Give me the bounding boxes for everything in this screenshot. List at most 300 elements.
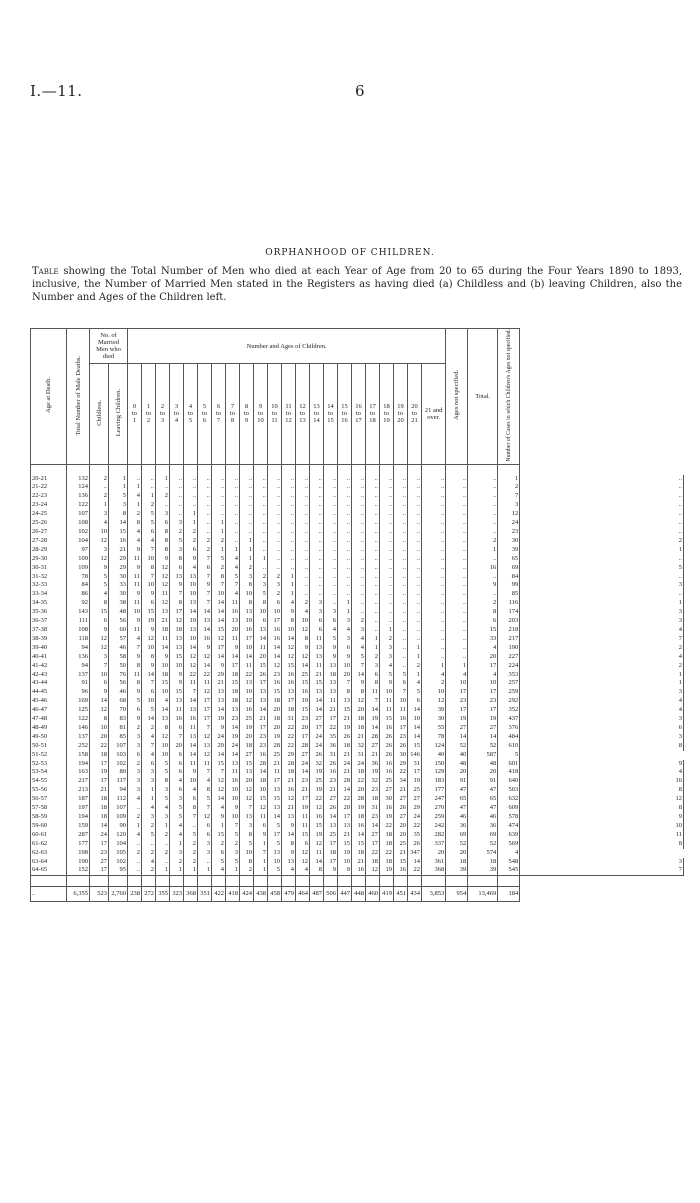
value-cell: 5 [226,573,240,582]
value-cell: 8 [240,858,254,867]
value-cell: 15 [170,688,184,697]
value-cell: 17 [198,715,212,724]
value-cell: 194 [67,813,90,822]
value-cell: .. [446,528,468,537]
value-cell: .. [380,475,394,484]
value-cell: 14 [366,706,380,715]
value-cell: 9 [212,724,226,733]
value-cell: 31 [352,751,366,760]
value-cell: .. [254,519,268,528]
value-cell: 12 [296,653,310,662]
value-cell: 6 [90,679,109,688]
value-cell: 10 [184,581,198,590]
value-cell: 11 [156,590,170,599]
value-cell: 16 [394,715,408,724]
value-cell: 17 [268,617,282,626]
value-cell: 5 [184,831,198,840]
value-cell: 7 [366,697,380,706]
value-cell: 16 [380,804,394,813]
value-cell: 1 [408,653,422,662]
value-cell: 3 [380,653,394,662]
table-row [31,813,684,822]
value-cell: .. [310,528,324,537]
value-cell: .. [394,626,408,635]
table-row [31,679,684,688]
value-cell: 9 [254,831,268,840]
value-cell: .. [254,537,268,546]
value-cell: 9 [170,581,184,590]
value-cell: .. [422,510,446,519]
value-cell: 13 [310,653,324,662]
value-cell: .. [254,483,268,492]
value-cell: 13 [170,697,184,706]
value-cell: .. [338,492,352,501]
value-cell: 13 [184,706,198,715]
value-cell: 14 [310,858,324,867]
value-cell: 14 [184,697,198,706]
value-cell: .. [468,590,498,599]
table-row [31,581,684,590]
value-cell: 5 [170,813,184,822]
value-cell: 8 [338,688,352,697]
value-cell: 39 [498,546,520,555]
value-cell: 17 [468,662,498,671]
value-cell: 152 [67,866,90,875]
value-cell: 146 [408,751,422,760]
value-cell: 8 [170,599,184,608]
value-cell: .. [240,475,254,484]
value-cell: 23 [296,715,310,724]
value-cell: .. [366,546,380,555]
header-child-age: 11 to 12 [282,364,296,465]
value-cell: 129 [422,768,446,777]
value-cell: 15 [338,706,352,715]
value-cell: .. [408,519,422,528]
value-cell: 20 [468,653,498,662]
value-cell: 122 [67,501,90,510]
value-cell: 65 [468,795,498,804]
value-cell: 8 [366,679,380,688]
value-cell: 1 [184,866,198,875]
value-cell: 16 [198,635,212,644]
value-cell: 1 [109,483,128,492]
value-cell: 6 [156,519,170,528]
value-cell: 10 [520,822,684,831]
age-cell: 58-59 [31,813,67,822]
value-cell: 13 [310,688,324,697]
value-cell: .. [394,483,408,492]
value-cell: 20 [240,733,254,742]
value-cell: 6 [198,822,212,831]
value-cell: 3 [170,795,184,804]
value-cell: 3 [366,662,380,671]
page-number: 6 [355,82,365,100]
value-cell: .. [142,475,156,484]
value-cell: 35 [408,831,422,840]
value-cell: 10 [184,777,198,786]
value-cell: 48 [468,760,498,769]
value-cell: .. [394,555,408,564]
value-cell: .. [212,501,226,510]
value-cell: 102 [109,760,128,769]
value-cell: 9 [128,617,142,626]
value-cell: 55 [422,724,446,733]
value-cell: .. [240,483,254,492]
value-cell: 5 [142,519,156,528]
value-cell: 36 [366,760,380,769]
value-cell: .. [296,564,310,573]
value-cell: .. [468,492,498,501]
value-cell: 1 [282,590,296,599]
value-cell: 8 [128,679,142,688]
value-cell: 65 [498,555,520,564]
value-cell: 16 [468,564,498,573]
value-cell: 78 [67,573,90,582]
value-cell: .. [408,537,422,546]
value-cell: 1 [408,671,422,680]
table-caption [32,265,682,304]
value-cell: .. [352,537,366,546]
value-cell: .. [366,510,380,519]
value-cell: .. [422,573,446,582]
value-cell: 91 [468,777,498,786]
value-cell: .. [366,475,380,484]
value-cell: 13 [184,626,198,635]
value-cell: 6 [170,760,184,769]
value-cell: 1 [212,822,226,831]
value-cell: 5 [268,822,282,831]
value-cell: 18 [240,742,254,751]
value-cell: 5 [408,688,422,697]
value-cell: 8 [520,840,684,849]
value-cell: 27 [296,751,310,760]
value-cell: 7 [212,581,226,590]
value-cell: .. [296,590,310,599]
value-cell: .. [380,617,394,626]
value-cell: .. [156,840,170,849]
value-cell: 28 [268,742,282,751]
header-child-age: 9 to 10 [254,364,268,465]
value-cell: 5 [324,635,338,644]
value-cell: 20 [226,626,240,635]
value-cell: 16 [394,866,408,875]
table-row [31,671,684,680]
table-row [31,599,684,608]
age-cell: 31-32 [31,573,67,582]
value-cell: .. [422,492,446,501]
age-cell: 47-48 [31,715,67,724]
value-cell: .. [380,510,394,519]
value-cell: 76 [109,671,128,680]
value-cell: 601 [498,760,520,769]
header-child-age: 15 to 16 [338,364,352,465]
value-cell: 10 [422,688,446,697]
value-cell: 84 [67,581,90,590]
value-cell: 21 [296,786,310,795]
value-cell: 2 [128,510,142,519]
value-cell: .. [422,590,446,599]
value-cell: .. [408,608,422,617]
value-cell: .. [268,564,282,573]
value-cell: 26 [324,760,338,769]
value-cell: 3 [156,813,170,822]
value-cell: 17 [324,715,338,724]
value-cell: 13 [170,644,184,653]
value-cell: 6 [254,617,268,626]
value-cell: 4 [408,679,422,688]
value-cell: .. [380,564,394,573]
value-cell: 1 [254,555,268,564]
value-cell: .. [394,519,408,528]
value-cell: 368 [422,866,446,875]
value-cell: 4 [184,564,198,573]
value-cell: 14 [142,715,156,724]
value-cell: 2 [128,849,142,858]
value-cell: 14 [156,706,170,715]
total-cell: 460 [366,887,380,902]
value-cell: 7 [198,768,212,777]
value-cell: .. [324,573,338,582]
value-cell: 17 [90,840,109,849]
value-cell: 13 [282,813,296,822]
value-cell: .. [268,537,282,546]
value-cell: 10 [90,724,109,733]
value-cell: 2 [184,537,198,546]
value-cell: .. [338,555,352,564]
value-cell: 15 [296,706,310,715]
value-cell: 7 [142,573,156,582]
value-cell: 14 [408,706,422,715]
value-cell: .. [408,546,422,555]
value-cell: 21 [268,760,282,769]
value-cell: 20 [352,786,366,795]
value-cell: 14 [212,706,226,715]
value-cell: 48 [109,608,128,617]
value-cell: 19 [240,724,254,733]
value-cell: 10 [408,715,422,724]
value-cell: 6 [142,528,156,537]
value-cell: .. [240,492,254,501]
value-cell: 474 [498,822,520,831]
value-cell: 6 [170,768,184,777]
value-cell: .. [282,492,296,501]
value-cell: .. [422,617,446,626]
value-cell: 2 [212,840,226,849]
value-cell: 14 [198,608,212,617]
value-cell: 7 [142,679,156,688]
value-cell: 111 [67,617,90,626]
value-cell: 22 [240,671,254,680]
value-cell: 11 [268,768,282,777]
value-cell: .. [366,483,380,492]
value-cell: 1 [520,599,684,608]
value-cell: 376 [498,724,520,733]
value-cell: 7 [338,679,352,688]
value-cell: 57 [109,635,128,644]
value-cell: 14 [212,608,226,617]
value-cell: .. [212,510,226,519]
value-cell: 5 [170,804,184,813]
value-cell: .. [520,555,684,564]
value-cell: 5 [142,510,156,519]
value-cell: 242 [422,822,446,831]
value-cell: .. [226,519,240,528]
value-cell: 14 [226,653,240,662]
value-cell: 26 [394,742,408,751]
value-cell: 13 [324,662,338,671]
value-cell: 20 [268,706,282,715]
value-cell: 5 [268,866,282,875]
value-cell: 3 [142,768,156,777]
value-cell: 15 [352,840,366,849]
value-cell: 6 [468,617,498,626]
header-child-age: 1 to 2 [142,364,156,465]
value-cell: 13 [198,742,212,751]
value-cell: 9 [90,688,109,697]
value-cell: 14 [90,822,109,831]
header-total-male-deaths: Total Number of Male Deaths. [67,329,90,465]
value-cell: .. [268,528,282,537]
value-cell: 2 [184,840,198,849]
value-cell: 9 [90,626,109,635]
value-cell: 14 [324,813,338,822]
value-cell: .. [184,822,198,831]
value-cell: 10 [296,617,310,626]
value-cell: 2 [184,849,198,858]
age-cell: 55-56 [31,786,67,795]
value-cell: 24 [310,733,324,742]
value-cell: 7 [198,804,212,813]
value-cell: 190 [498,644,520,653]
value-cell: .. [324,492,338,501]
value-cell: 9 [128,688,142,697]
value-cell: 10 [142,581,156,590]
value-cell: 16 [268,635,282,644]
table-row [31,644,684,653]
value-cell: 4 [156,697,170,706]
value-cell: .. [352,590,366,599]
value-cell: .. [254,546,268,555]
value-cell: 4 [520,653,684,662]
value-cell: 12 [198,688,212,697]
value-cell: .. [408,483,422,492]
value-cell: 224 [498,662,520,671]
value-cell: .. [254,501,268,510]
value-cell: 17 [394,724,408,733]
value-cell: 4 [498,849,520,858]
value-cell: 70 [109,706,128,715]
value-cell: .. [520,510,684,519]
age-cell: 25-26 [31,519,67,528]
value-cell: 632 [498,795,520,804]
value-cell: .. [254,528,268,537]
value-cell: 3 [128,768,142,777]
value-cell: 5 [90,573,109,582]
value-cell: 13 [324,679,338,688]
value-cell: 12 [310,840,324,849]
value-cell: 21 [282,777,296,786]
value-cell: 10 [268,608,282,617]
value-cell: 16 [170,715,184,724]
value-cell: 13 [212,688,226,697]
value-cell: .. [380,590,394,599]
value-cell: 5 [352,653,366,662]
value-cell: 4 [170,777,184,786]
value-cell: 11 [198,679,212,688]
value-cell: 3 [324,608,338,617]
value-cell: 19 [226,733,240,742]
value-cell: 14 [366,822,380,831]
value-cell: 16 [226,777,240,786]
value-cell: 19 [310,786,324,795]
value-cell: 22 [282,724,296,733]
value-cell: 13 [226,706,240,715]
value-cell: .. [338,483,352,492]
value-cell: 6 [366,671,380,680]
value-cell: 5 [90,581,109,590]
value-cell: 47 [446,786,468,795]
value-cell: 217 [498,635,520,644]
value-cell: 21 [212,679,226,688]
value-cell: 4 [324,626,338,635]
value-cell: 9 [352,679,366,688]
total-cell: 464 [296,887,310,902]
value-cell: 14 [366,724,380,733]
age-cell: 29-30 [31,555,67,564]
value-cell: 9 [128,546,142,555]
value-cell: 1 [408,644,422,653]
value-cell: 12 [422,697,446,706]
total-cell: 523 [90,887,109,902]
value-cell: .. [380,608,394,617]
value-cell: .. [380,519,394,528]
value-cell: 99 [498,581,520,590]
value-cell: 8 [156,537,170,546]
value-cell: .. [446,617,468,626]
value-cell: 7 [352,662,366,671]
value-cell: 136 [67,653,90,662]
value-cell: 14 [198,626,212,635]
value-cell: 5 [254,590,268,599]
value-cell: 6 [394,679,408,688]
value-cell: 36 [324,742,338,751]
total-cell: 351 [198,887,212,902]
value-cell: .. [394,608,408,617]
value-cell: 17 [240,635,254,644]
value-cell: 7 [254,849,268,858]
value-cell: .. [352,501,366,510]
value-cell: 12 [212,635,226,644]
value-cell: 14 [212,617,226,626]
value-cell: 19 [338,724,352,733]
value-cell: 11 [520,831,684,840]
value-cell: 1 [212,546,226,555]
age-cell: 41-42 [31,662,67,671]
value-cell: .. [338,564,352,573]
value-cell: 12 [156,581,170,590]
header-leaving-children: Leaving Children. [109,364,128,465]
value-cell: 1 [184,510,198,519]
value-cell: 9 [170,671,184,680]
value-cell: 13 [198,617,212,626]
age-cell: 53-54 [31,768,67,777]
value-cell: 19 [268,733,282,742]
value-cell: .. [408,617,422,626]
value-cell: 13 [324,688,338,697]
value-cell: 18 [338,742,352,751]
value-cell: 7 [170,733,184,742]
value-cell: 8 [282,840,296,849]
